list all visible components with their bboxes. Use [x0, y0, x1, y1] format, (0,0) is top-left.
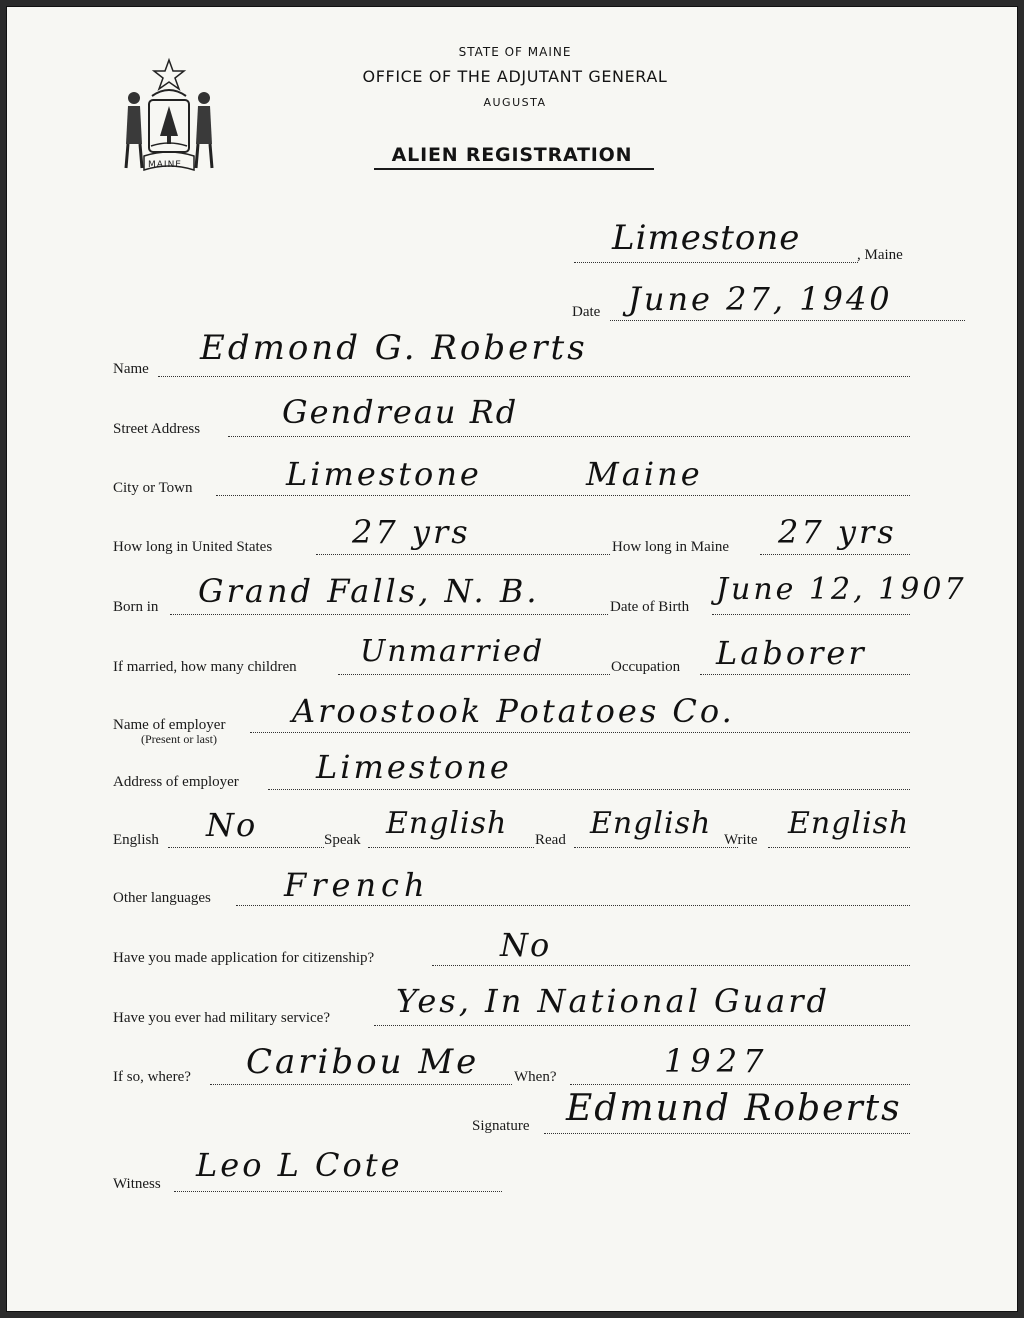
date-line: [610, 320, 965, 321]
read-label: Read: [535, 832, 566, 848]
occupation-label: Occupation: [611, 659, 681, 675]
date-label: Date: [572, 304, 601, 320]
citizenship-value: No: [500, 926, 552, 964]
form-title: ALIEN REGISTRATION: [391, 144, 633, 166]
office-heading: OFFICE OF THE ADJUTANT GENERAL: [362, 67, 668, 86]
witness-line: [174, 1191, 502, 1192]
maine-label: , Maine: [857, 247, 903, 263]
when-label: When?: [514, 1069, 557, 1085]
how-long-us-line: [316, 554, 610, 555]
other-languages-line: [236, 905, 910, 906]
how-long-maine-value: 27 yrs: [778, 513, 897, 551]
citizenship-line: [432, 965, 910, 966]
born-in-label: Born in: [113, 599, 159, 615]
how-long-us-label: How long in United States: [113, 539, 273, 555]
read-line: [574, 847, 738, 848]
street-address-label: Street Address: [113, 421, 201, 437]
military-label: Have you ever had military service?: [113, 1010, 330, 1026]
speak-label: Speak: [324, 832, 361, 848]
employer-address-value: Limestone: [316, 748, 512, 786]
street-address-value: Gendreau Rd: [282, 393, 519, 431]
children-value: Unmarried: [360, 634, 545, 669]
date-of-birth-line: [712, 614, 910, 615]
date-value: June 27, 1940: [628, 280, 893, 318]
city-heading: AUGUSTA: [483, 96, 547, 109]
date-of-birth-value: June 12, 1907: [716, 572, 967, 607]
english-label: English: [113, 832, 159, 848]
street-address-line: [228, 436, 910, 437]
employer-name-label: Name of employer: [113, 717, 226, 733]
employer-name-value: Aroostook Potatoes Co.: [292, 692, 735, 730]
read-value: English: [590, 806, 712, 841]
witness-label: Witness: [113, 1176, 161, 1192]
when-value: 1927: [664, 1042, 770, 1080]
occupation-line: [700, 674, 910, 675]
state-heading: STATE OF MAINE: [458, 45, 572, 59]
city-line: [216, 495, 910, 496]
where-value: Caribou Me: [246, 1042, 480, 1082]
military-line: [374, 1025, 910, 1026]
write-line: [768, 847, 910, 848]
name-line: [158, 376, 910, 377]
city-value: Limestone: [286, 455, 482, 493]
town-line: [574, 262, 858, 263]
title-underline: [374, 168, 654, 170]
state-value: Maine: [586, 455, 703, 493]
children-label: If married, how many children: [113, 659, 297, 675]
when-line: [570, 1084, 910, 1085]
english-value: No: [206, 806, 258, 844]
signature-line: [544, 1133, 910, 1134]
witness-value: Leo L Cote: [196, 1146, 403, 1184]
seal-banner-text: MAINE: [148, 160, 182, 170]
how-long-maine-label: How long in Maine: [612, 539, 730, 555]
name-value: Edmond G. Roberts: [200, 328, 588, 368]
born-in-line: [170, 614, 608, 615]
write-value: English: [788, 806, 910, 841]
occupation-value: Laborer: [716, 634, 867, 672]
city-label: City or Town: [113, 480, 193, 496]
signature-label: Signature: [472, 1118, 530, 1134]
how-long-us-value: 27 yrs: [352, 513, 471, 551]
name-label: Name: [113, 361, 149, 377]
write-label: Write: [724, 832, 758, 848]
town-value: Limestone: [612, 218, 801, 258]
employer-address-line: [268, 789, 910, 790]
employer-note-label: (Present or last): [141, 732, 217, 746]
employer-address-label: Address of employer: [113, 774, 239, 790]
speak-line: [368, 847, 534, 848]
english-line: [168, 847, 324, 848]
how-long-maine-line: [760, 554, 910, 555]
other-languages-value: French: [284, 866, 430, 904]
other-languages-label: Other languages: [113, 890, 211, 906]
signature-value: Edmund Roberts: [566, 1088, 902, 1129]
where-label: If so, where?: [113, 1069, 191, 1085]
born-in-value: Grand Falls, N. B.: [198, 572, 540, 610]
citizenship-label: Have you made application for citizenship?: [113, 950, 375, 966]
children-line: [338, 674, 610, 675]
date-of-birth-label: Date of Birth: [610, 599, 690, 615]
where-line: [210, 1084, 512, 1085]
speak-value: English: [386, 806, 508, 841]
military-value: Yes, In National Guard: [396, 982, 831, 1020]
employer-name-line: [250, 732, 910, 733]
